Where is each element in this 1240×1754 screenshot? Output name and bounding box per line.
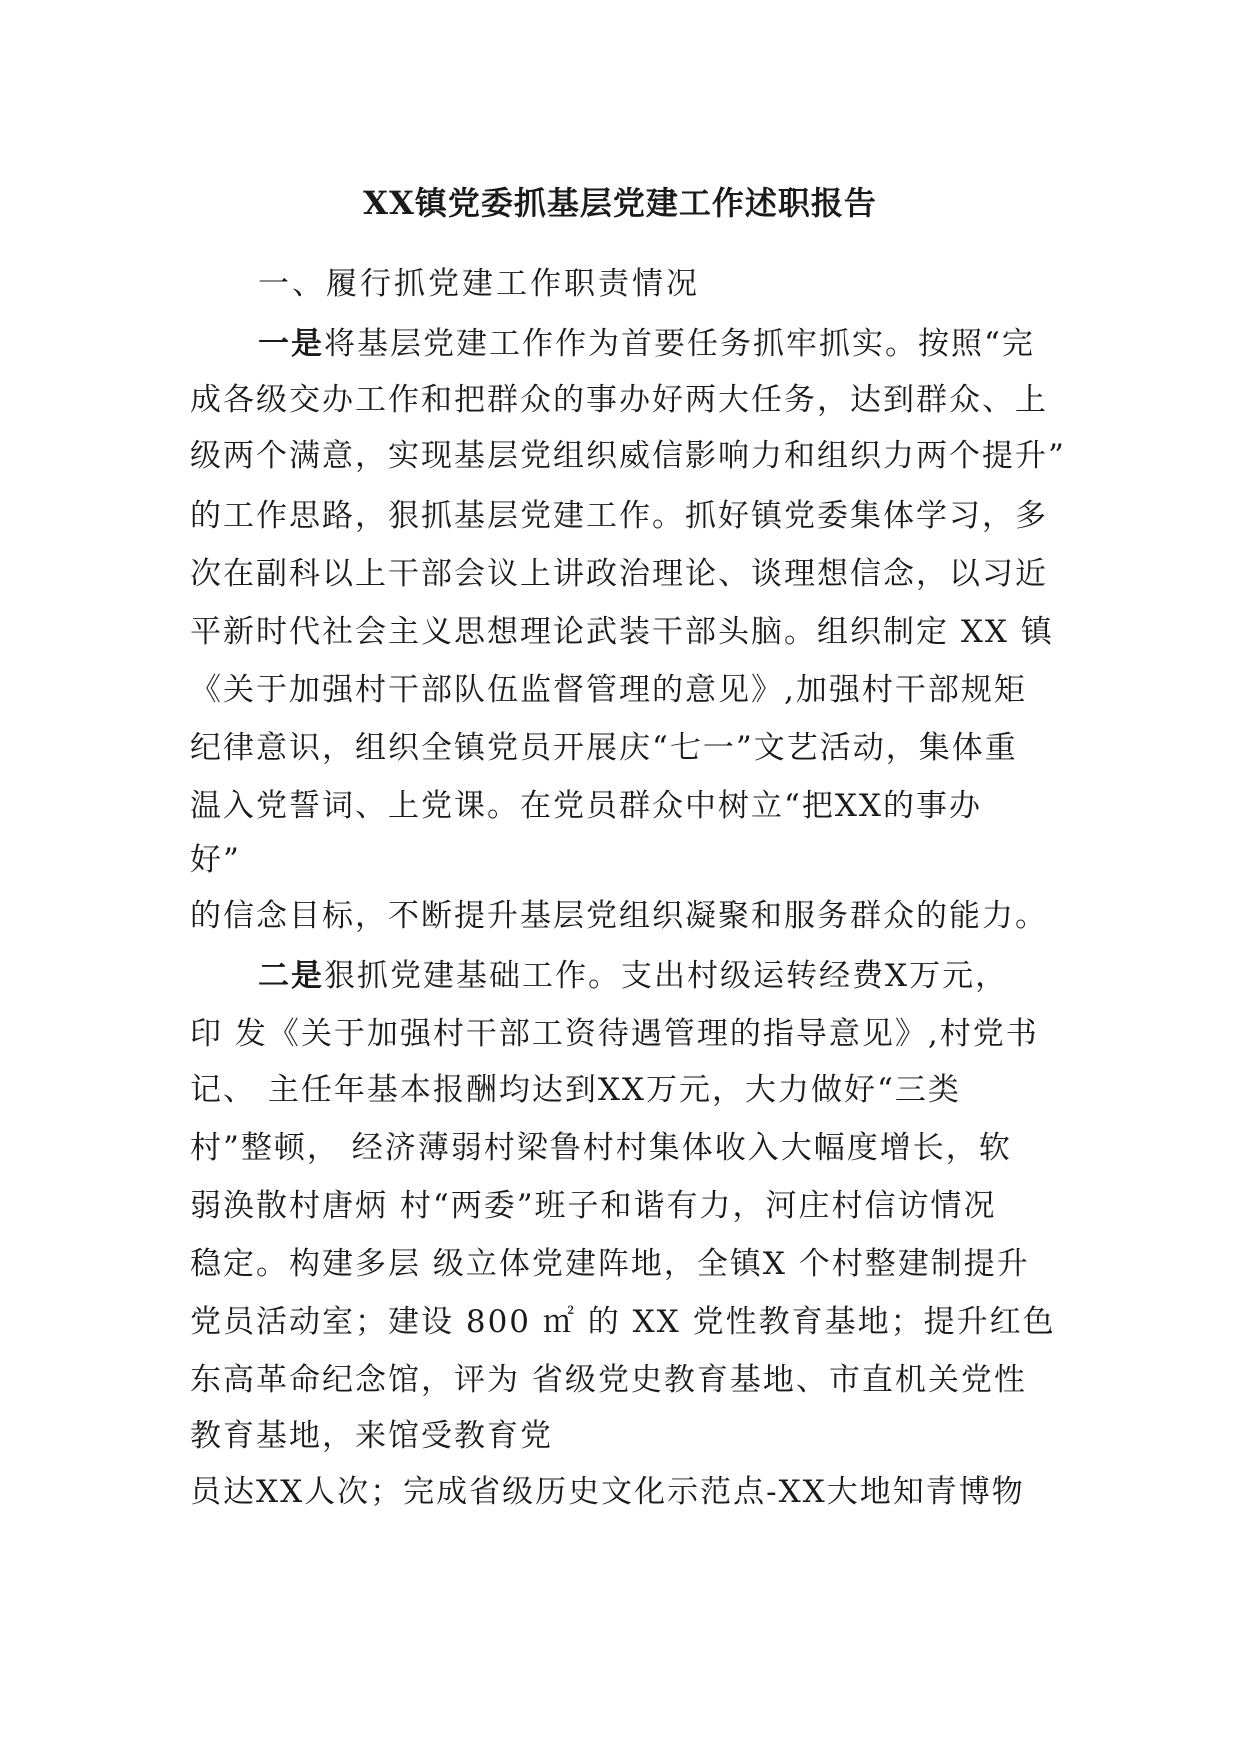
paragraph-line: 党员活动室；建设 800 ㎡ 的 XX 党性教育基地；提升红色 — [190, 1304, 1056, 1340]
paragraph-line — [258, 950, 1008, 995]
paragraph-line: 的工作思路，狠抓基层党建工作。抓好镇党委集体学习，多 — [190, 498, 1048, 534]
paragraph-line: 好” — [190, 842, 241, 878]
paragraph-line: 记、 主任年基本报酬均达到XX万元，大力做好“三类 — [190, 1072, 961, 1108]
paragraph-lead: 一是 — [258, 326, 324, 362]
paragraph-line: 平新时代社会主义思想理论武装干部头脑。组织制定 XX 镇 — [190, 614, 1054, 650]
paragraph-line: 次在副科以上干部会议上讲政治理论、谈理想信念，以习近 — [190, 556, 1048, 592]
paragraph-text: 将基层党建工作作为首要任务抓牢抓实。按照“完 — [324, 326, 1035, 362]
paragraph-line: 《关于加强村干部队伍监督管理的意见》,加强村干部规矩 — [190, 672, 1027, 708]
paragraph-line: 村”整顿， 经济薄弱村梁鲁村村集体收入大幅度增长，软 — [190, 1130, 1012, 1166]
paragraph-lead: 二是 — [258, 958, 324, 994]
paragraph-line: 印 发《关于加强村干部工资待遇管理的指导意见》,村党书 — [190, 1016, 1039, 1052]
paragraph-line: 弱涣散村唐炳 村“两委”班子和谐有力，河庄村信访情况 — [190, 1188, 997, 1224]
paragraph-line: 东高革命纪念馆，评为 省级党史教育基地、市直机关党性 — [190, 1362, 1027, 1398]
paragraph-text: 狠抓党建基础工作。支出村级运转经费X万元， — [324, 958, 1009, 994]
section-heading: 一、履行抓党建工作职责情况 — [258, 266, 700, 302]
paragraph-line: 教育基地，来馆受教育党 — [190, 1418, 553, 1454]
paragraph-line: 级两个满意，实现基层党组织威信影响力和组织力两个提升” — [190, 438, 1066, 474]
paragraph-line — [258, 318, 1035, 363]
paragraph-line: 成各级交办工作和把群众的事办好两大任务，达到群众、上 — [190, 382, 1048, 418]
paragraph-line: 的信念目标，不断提升基层党组织凝聚和服务群众的能力。 — [190, 898, 1048, 934]
paragraph-line: 纪律意识，组织全镇党员开展庆“七一”文艺活动，集体重 — [190, 730, 1018, 766]
paragraph-line: 员达XX人次；完成省级历史文化示范点-XX大地知青博物 — [190, 1474, 1025, 1510]
paragraph-line: 稳定。构建多层 级立体党建阵地，全镇X 个村整建制提升 — [190, 1246, 1030, 1282]
paragraph-line: 温入党誓词、上党课。在党员群众中树立“把XX的事办 — [190, 788, 982, 824]
document-title: XX镇党委抓基层党建工作述职报告 — [363, 184, 877, 222]
